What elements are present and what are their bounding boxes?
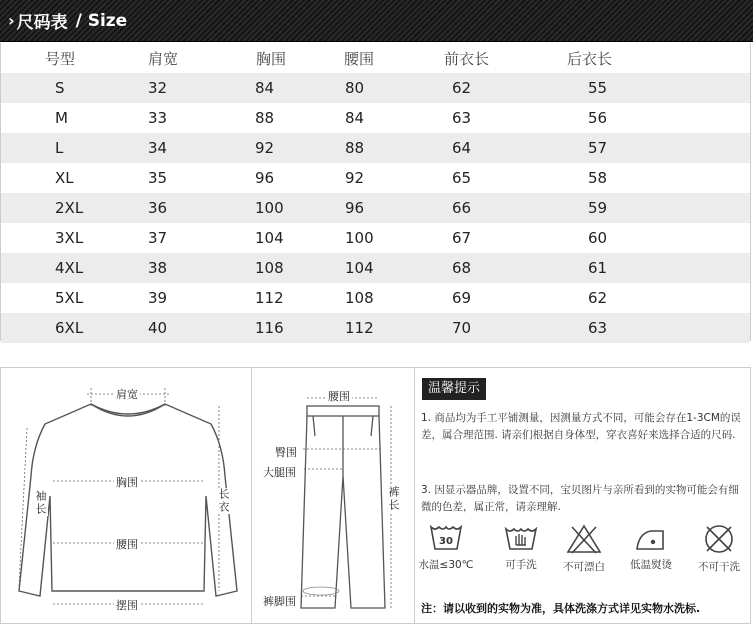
header-bar [0, 0, 753, 42]
shirt-hem-label: 摆围 [116, 599, 138, 612]
cell-size: 3XL [55, 229, 84, 247]
cell-front-length: 69 [452, 289, 472, 307]
table-row [1, 163, 750, 193]
cell-front-length: 65 [452, 169, 472, 187]
cell-waist: 112 [345, 319, 374, 337]
col-header-chest: 胸围 [256, 50, 287, 68]
cell-front-length: 63 [452, 109, 472, 127]
cell-back-length: 59 [588, 199, 608, 217]
cell-front-length: 70 [452, 319, 472, 337]
cell-size: 5XL [55, 289, 84, 307]
cell-size: L [55, 139, 64, 157]
shirt-sleeve-label: 袖长 [34, 490, 47, 516]
cell-back-length: 55 [588, 79, 608, 97]
cell-back-length: 57 [588, 139, 608, 157]
shirt-waist-label: 腰围 [116, 538, 138, 551]
col-header-shoulder: 肩宽 [148, 50, 179, 68]
cell-front-length: 62 [452, 79, 472, 97]
cell-front-length: 68 [452, 259, 472, 277]
footer-note: 注：请以收到的实物为准，具体洗涤方式详见实物水洗标. [421, 602, 701, 615]
low-iron-icon [633, 523, 669, 553]
tips-title: 温馨提示 [422, 378, 486, 400]
cell-shoulder: 36 [148, 199, 168, 217]
care-label: 水温≤30℃ [418, 559, 474, 571]
cell-back-length: 61 [588, 259, 608, 277]
cell-waist: 100 [345, 229, 374, 247]
cell-chest: 84 [255, 79, 275, 97]
pants-thigh-label: 大腿围 [263, 466, 296, 479]
cell-chest: 96 [255, 169, 275, 187]
cell-waist: 84 [345, 109, 365, 127]
table-row [1, 103, 750, 133]
table-row [1, 223, 750, 253]
cell-shoulder: 38 [148, 259, 168, 277]
cell-front-length: 67 [452, 229, 472, 247]
care-item-low-iron [621, 523, 681, 572]
cell-size: 2XL [55, 199, 84, 217]
pants-hem-label: 裤脚围 [263, 595, 296, 608]
cell-chest: 116 [255, 319, 284, 337]
cell-chest: 88 [255, 109, 275, 127]
cell-shoulder: 34 [148, 139, 168, 157]
table-row [1, 283, 750, 313]
cell-back-length: 63 [588, 319, 608, 337]
shirt-shoulder-label: 肩宽 [116, 388, 138, 401]
measure-panel [0, 367, 751, 624]
col-header-waist: 腰围 [344, 50, 375, 68]
shirt-length-label: 长衣 [217, 488, 230, 514]
cell-chest: 112 [255, 289, 284, 307]
chevron-right-icon: › [8, 11, 15, 30]
care-label: 不可干洗 [698, 561, 740, 573]
cell-waist: 88 [345, 139, 365, 157]
wash-temp-badge: 30 [439, 536, 453, 547]
cell-size: S [55, 79, 65, 97]
cell-back-length: 60 [588, 229, 608, 247]
cell-size: M [55, 109, 68, 127]
cell-back-length: 58 [588, 169, 608, 187]
wash-30-icon [429, 523, 463, 553]
col-header-back-length: 后衣长 [567, 50, 613, 68]
tip-paragraph-2: 3. 因显示器品牌，设置不同，宝贝图片与亲所看到的实物可能会有细微的色差，属正常，请亲理解. [421, 484, 739, 513]
cell-chest: 100 [255, 199, 284, 217]
divider [251, 368, 252, 623]
cell-shoulder: 35 [148, 169, 168, 187]
cell-front-length: 64 [452, 139, 472, 157]
cell-waist: 96 [345, 199, 365, 217]
title-en: / Size [75, 10, 128, 31]
cell-shoulder: 33 [148, 109, 168, 127]
pants-waist-label: 腰围 [328, 390, 350, 403]
col-header-front-length: 前衣长 [444, 50, 490, 68]
cell-waist: 80 [345, 79, 365, 97]
table-row [1, 253, 750, 283]
cell-shoulder: 40 [148, 319, 168, 337]
cell-shoulder: 32 [148, 79, 168, 97]
table-row [1, 133, 750, 163]
size-table [0, 43, 751, 341]
cell-waist: 92 [345, 169, 365, 187]
care-item-wash-30 [416, 523, 476, 572]
table-row [1, 73, 750, 103]
cell-chest: 104 [255, 229, 284, 247]
cell-shoulder: 39 [148, 289, 168, 307]
care-label: 低温熨烫 [630, 559, 672, 571]
pants-length-label: 裤长 [387, 486, 400, 512]
cell-chest: 108 [255, 259, 284, 277]
care-label: 可手洗 [505, 559, 537, 571]
no-bleach-icon [566, 523, 602, 555]
care-item-no-bleach [554, 523, 614, 574]
cell-back-length: 62 [588, 289, 608, 307]
cell-size: XL [55, 169, 74, 187]
table-header [1, 43, 750, 73]
cell-front-length: 66 [452, 199, 472, 217]
pants-hip-label: 臀围 [275, 446, 297, 459]
table-row [1, 313, 750, 343]
tip-paragraph-1: 1. 商品均为手工平铺测量，因测量方式不同，可能会存在1-3CM的误差，属合理范围. 请亲们根据自身体型，穿衣喜好来选择合适的尺码. [421, 412, 741, 441]
col-header-size: 号型 [45, 50, 76, 68]
cell-waist: 104 [345, 259, 374, 277]
divider [414, 368, 415, 623]
cell-chest: 92 [255, 139, 275, 157]
title-cn: 尺码表 [16, 13, 68, 33]
care-label: 不可漂白 [563, 561, 605, 573]
hand-wash-icon [504, 523, 538, 553]
table-row [1, 193, 750, 223]
cell-shoulder: 37 [148, 229, 168, 247]
no-tumble-dry-icon [701, 523, 737, 555]
shirt-chest-label: 胸围 [116, 476, 138, 489]
cell-size: 4XL [55, 259, 84, 277]
care-item-hand-wash [491, 523, 551, 572]
cell-back-length: 56 [588, 109, 608, 127]
care-item-no-tumble-dry [689, 523, 749, 574]
cell-waist: 108 [345, 289, 374, 307]
cell-size: 6XL [55, 319, 84, 337]
